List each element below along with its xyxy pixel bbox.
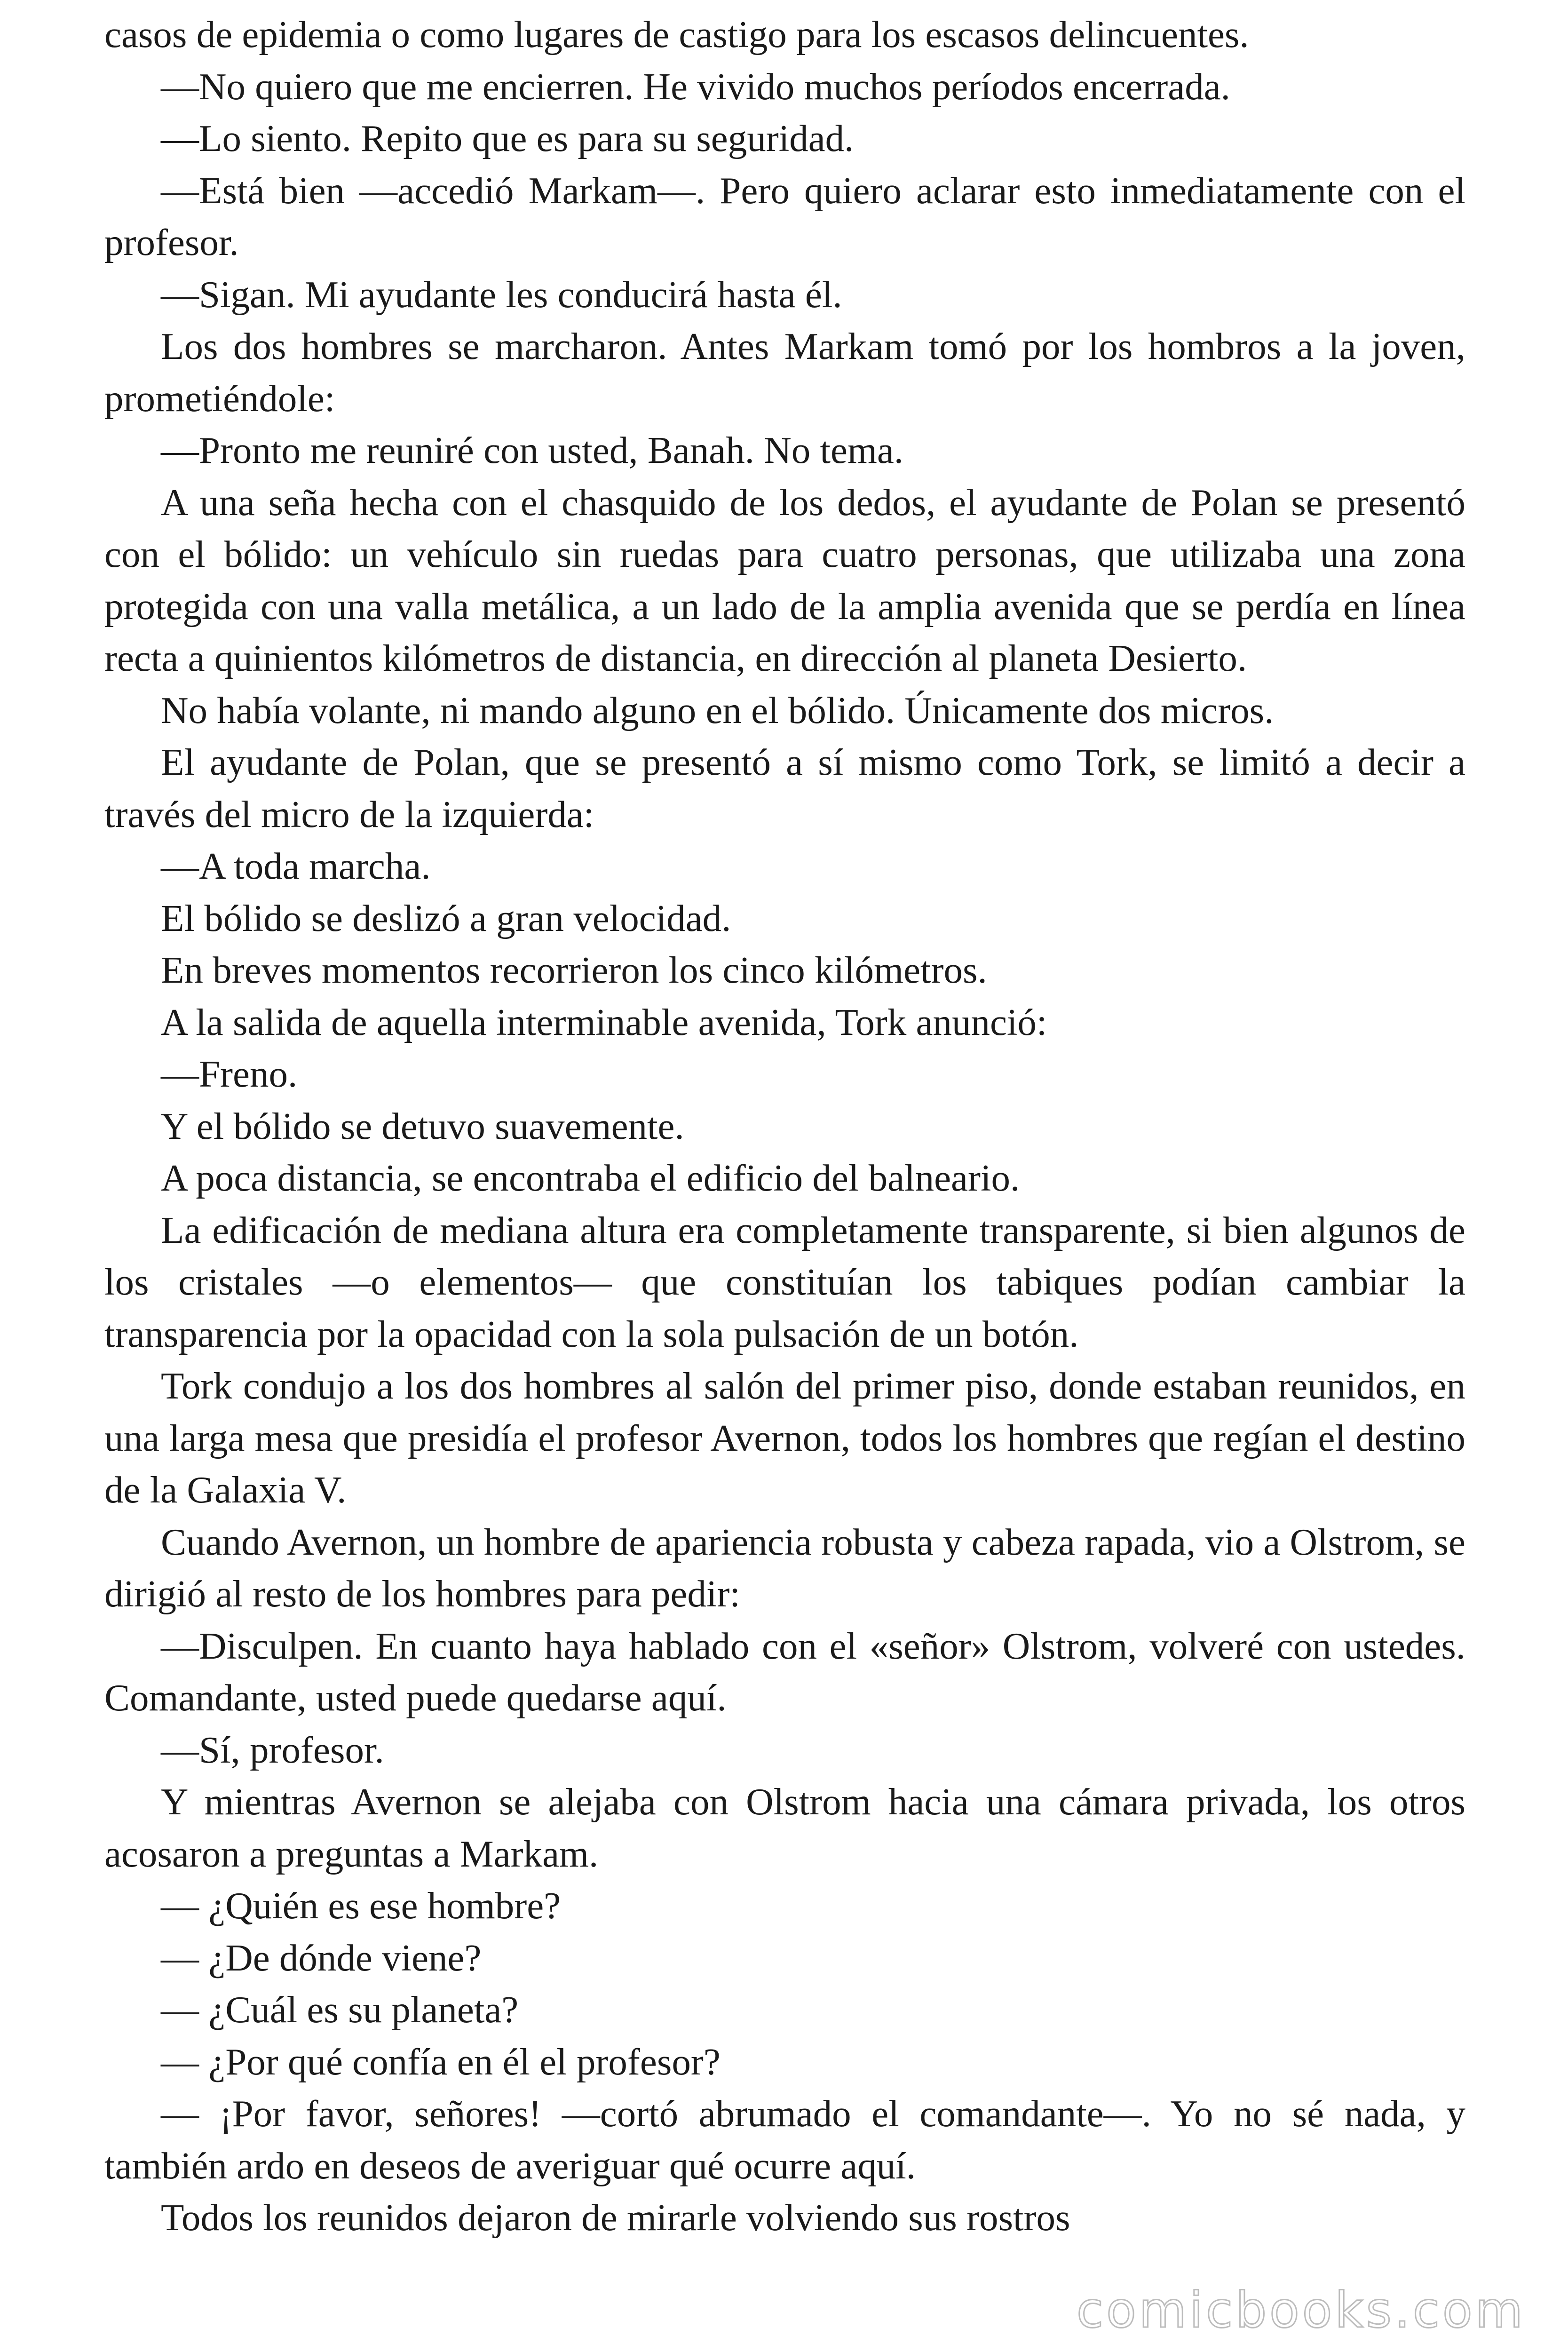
paragraph: En breves momentos recorrieron los cinco kilómetros. [161, 949, 987, 991]
page-text [104, 8, 1465, 2244]
watermark: comicbooks.com [1076, 2281, 1526, 2339]
paragraph: Todos los reunidos dejaron de mirarle volviendo sus rostros [161, 2196, 1070, 2239]
paragraph: Cuando Avernon, un hombre de apariencia robusta y cabeza rapada, vio a Olstrom, se dirigió al resto de los hombres para pedir: [104, 1520, 1466, 1615]
paragraph: — ¿De dónde viene? [161, 1936, 482, 1979]
paragraph: A la salida de aquella interminable avenida, Tork anunció: [161, 1001, 1047, 1043]
paragraph: — ¿Cuál es su planeta? [161, 1988, 519, 2031]
paragraph: Y el bólido se detuvo suavemente. [161, 1104, 684, 1147]
paragraph: —Freno. [161, 1053, 298, 1095]
paragraph: —Está bien —accedió Markam—. Pero quiero aclarar esto inmediatamente con el profesor. [104, 169, 1465, 263]
paragraph: — ¿Por qué confía en él el profesor? [161, 2040, 721, 2083]
paragraph: La edificación de mediana altura era completamente transparente, si bien algunos de los cristales —o elementos— que constituían los tabiques podían cambiar la transparencia por la opacidad con la sola pulsación de un botón. [104, 1208, 1465, 1355]
paragraph: —Pronto me reuniré con usted, Banah. No tema. [161, 429, 904, 471]
paragraph: —Sí, profesor. [161, 1728, 384, 1771]
paragraph: — ¡Por favor, señores! —cortó abrumado el comandante—. Yo no sé nada, y también ardo en deseos de averiguar qué ocurre aquí. [104, 2092, 1465, 2187]
paragraph: A una seña hecha con el chasquido de los dedos, el ayudante de Polan se presentó con el bólido: un vehículo sin ruedas para cuatro personas, que utilizaba una zona protegida con una valla metálica, a un lado de la amplia avenida que se perdía en línea recta a quinientos kilómetros de distancia, en dirección al planeta Desierto. [104, 481, 1465, 679]
paragraph: —Lo siento. Repito que es para su seguridad. [161, 117, 854, 159]
paragraph: —No quiero que me encierren. He vivido muchos períodos encerrada. [161, 65, 1230, 108]
paragraph: —Sigan. Mi ayudante les conducirá hasta él. [161, 273, 842, 316]
paragraph: —Disculpen. En cuanto haya hablado con el «señor» Olstrom, volveré con ustedes. Comandante, usted puede quedarse aquí. [104, 1624, 1465, 1719]
paragraph: A poca distancia, se encontraba el edificio del balneario. [161, 1157, 1020, 1199]
paragraph: No había volante, ni mando alguno en el bólido. Únicamente dos micros. [161, 689, 1274, 731]
paragraph: El ayudante de Polan, que se presentó a sí mismo como Tork, se limitó a decir a través del micro de la izquierda: [104, 741, 1465, 835]
paragraph: Tork condujo a los dos hombres al salón del primer piso, donde estaban reunidos, en una larga mesa que presidía el profesor Avernon, todos los hombres que regían el destino de la Galaxia V. [104, 1365, 1465, 1511]
paragraph: El bólido se deslizó a gran velocidad. [161, 897, 731, 939]
paragraph: Y mientras Avernon se alejaba con Olstrom hacia una cámara privada, los otros acosaron a preguntas a Markam. [104, 1780, 1465, 1875]
paragraph: —A toda marcha. [161, 845, 431, 887]
paragraph: casos de epidemia o como lugares de castigo para los escasos delincuentes. [104, 13, 1249, 56]
paragraph: — ¿Quién es ese hombre? [161, 1884, 561, 1927]
paragraph: Los dos hombres se marcharon. Antes Markam tomó por los hombros a la joven, prometiéndole: [104, 325, 1465, 420]
